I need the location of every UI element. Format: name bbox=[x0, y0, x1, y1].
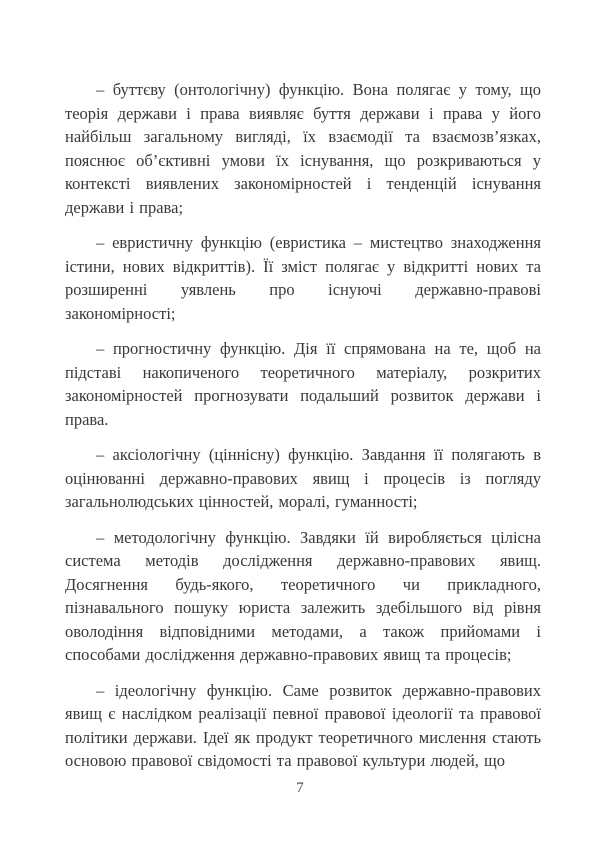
paragraph-heuristic-function: – евристичну функцію (евристика – мистецтво знаходження істини, нових відкриттів). Її зміст полягає у відкритті нових та розширенні уявлень про існуючі державно-правові закономірності; bbox=[65, 233, 541, 323]
paragraph-methodological-function: – методологічну функцію. Завдяки їй виробляється цілісна система методів дослідження державно-правових явищ. Досягнення будь-якого, теоретичного чи прикладного, пізнавального пошуку юриста залежить здебільшого від рівня оволодіння відповідними методами, а також прийомами і способами дослідження державно-правових явищ та процесів; bbox=[65, 527, 541, 664]
paragraph-axiological-function: – аксіологічну (ціннісну) функцію. Завдання її полягають в оцінюванні державно-правових явищ і процесів із погляду загальнолюдських цінностей, моралі, гуманності; bbox=[65, 445, 541, 511]
paragraph-ideological-function: – ідеологічну функцію. Саме розвиток державно-правових явищ є наслідком реалізації певної правової ідеології та правової політики держави. Ідеї як продукт теоретичного мислення стають основою правової свідомості та правової культури людей, що bbox=[65, 680, 541, 770]
page-number: 7 bbox=[296, 780, 304, 796]
paragraph-ontological-function: – буттєву (онтологічну) функцію. Вона полягає у тому, що теорія держави і права виявляє буття держави і права у його найбільш загальному вигляді, їх взаємодії та взаємозв’язках, пояснює об’єктивні умови їх існування, що розкриваються у контексті виявлених закономірностей і тенденцій існування держави і права; bbox=[65, 80, 541, 217]
paragraph-prognostic-function: – прогностичну функцію. Дія її спрямована на те, щоб на підставі накопиченого теоретичного матеріалу, розкритих закономірностей прогнозувати подальший розвиток держави і права. bbox=[65, 339, 541, 429]
page-body bbox=[65, 78, 541, 785]
